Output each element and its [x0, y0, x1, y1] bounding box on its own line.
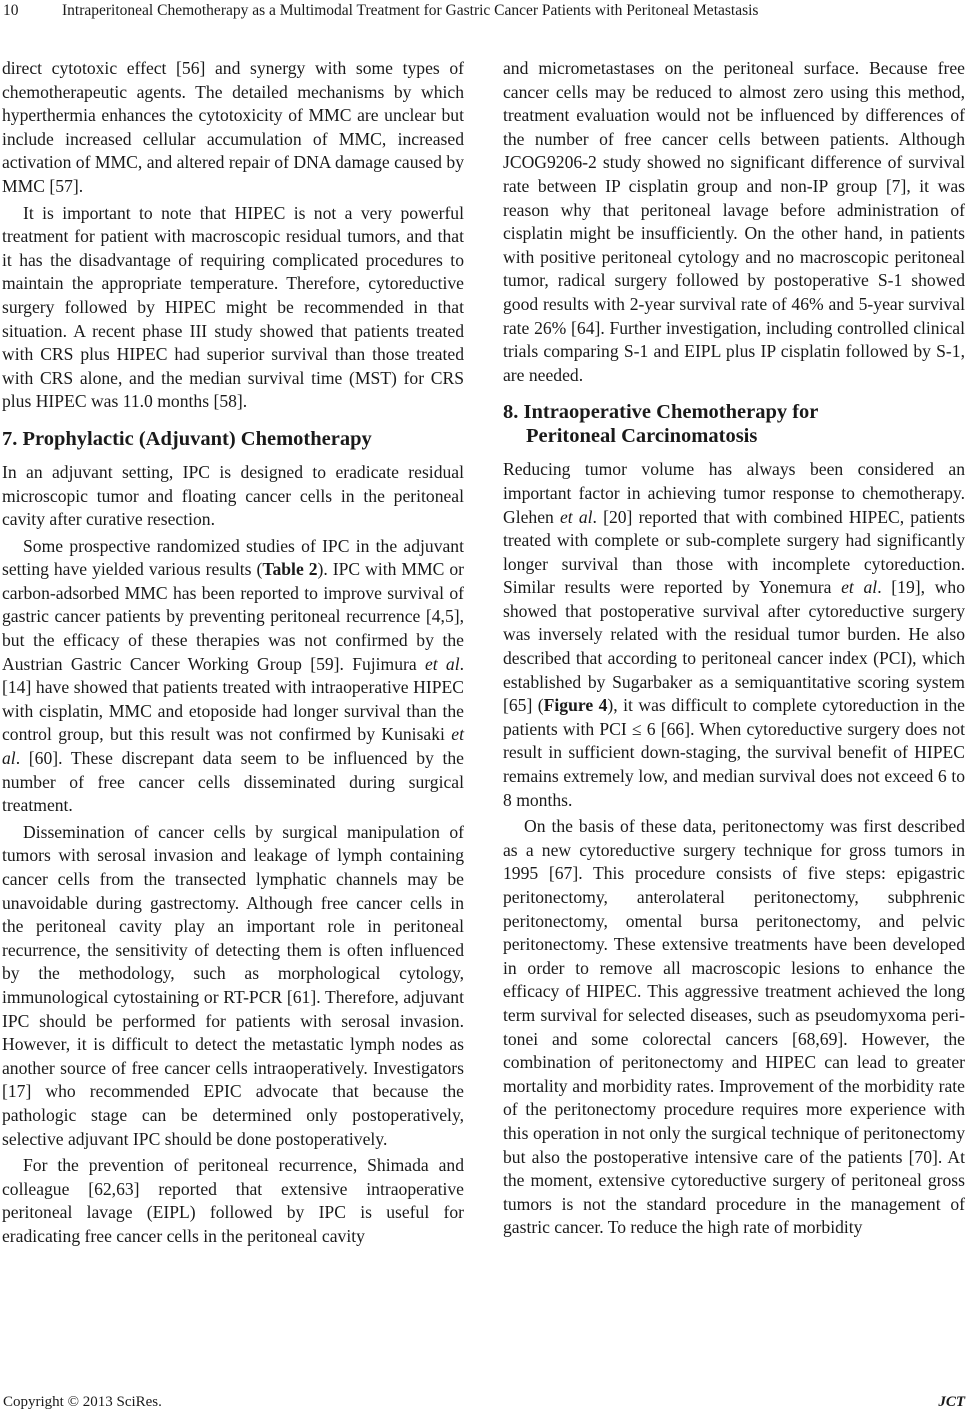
section-heading-8 — [503, 400, 965, 448]
et-al: et al — [2, 724, 464, 769]
text-run: . [14] have showed that patients treated with intraoperative HIPEC with cisplatin, MMC and etoposide had longer survival than the control group, but this result was not confirmed by Kunisaki — [2, 653, 464, 745]
section-heading-7: 7. Prophylactic (Adjuvant) Chemotherapy — [2, 427, 372, 450]
paragraph — [2, 535, 464, 818]
paragraph: In an adjuvant setting, IPC is designed to eradicate residual microscopic tumor and floating cancer cells in the peritoneal cavity after curative resection. — [2, 461, 464, 530]
paragraph: direct cytotoxic effect [56] and synergy with some types of chemotherapeutic agents. The detailed mechanisms by which hyperthermia enhances the cytotoxicity of MMC are unclear but include increased cellular accumulation of MMC, increased activation of MMC, and altered repair of DNA damage caused by MMC [57]. — [2, 58, 464, 196]
page-header — [0, 0, 968, 30]
et-al: et al — [424, 653, 460, 674]
left-column — [2, 57, 464, 1252]
et-al: et al — [841, 577, 878, 598]
text-run: ). IPC with MMC or carbon-adsorbed MMC has been reported to improve survival of gastric cancer patients by preventing peritoneal recurrence [4,5], but the efficacy of these therapies was not confirmed by the Austrian Gastric Cancer Working Group [59]. Fujimura — [2, 559, 465, 674]
text-run: . [60]. These discrepant data seem to be influenced by the number of free cancer cells disseminated during surgical treatment. — [2, 748, 464, 816]
paragraph — [503, 458, 965, 812]
table-reference: Table 2 — [262, 559, 318, 580]
text-run: ), it was difficult to complete cytoreduction in the patients with PCI ≤ 6 [66]. When cytoreductive surgery does not result in sufficient down-staging, the survival benefit of HIPEC remains extremely low, and median survival does not exceed 6 to 8 months. — [503, 695, 965, 810]
text-run: . [20] reported that with combined HIPEC, patients treated with complete or sub-complete surgery had significantly longer survival than those with incomplete cytoreduction. Similar results were reported by Yonemura — [503, 506, 965, 598]
paragraph: For the prevention of peritoneal recurrence, Shimada and colleague [62,63] reported that extensive intraoperative peritoneal lavage (EIPL) followed by IPC is useful for eradicating free cancer cells in the peritoneal cavity — [2, 1155, 464, 1246]
paragraph: Dissemination of cancer cells by surgical manipulation of tumors with serosal invasion and leakage of lymph containing cancer cells from the transected lymphatic channels may be unavoidable during gastrectomy. Although free cancer cells in the peritoneal cavity play an important role in peritoneal recurrence, the sensitivity of detecting them is often influenced by the methodology, such as morphological cytology, immunological cytostaining or RT-PCR [61]. Therefore, adjuvant IPC should be performed for patients with serosal invasion. However, it is difficult to detect the metastatic lymph nodes as another source of free cancer cells intraoperatively. Investigators [17] who recommended EPIC advocate that because the pathologic stage can be determined only postoperatively, selective adjuvant IPC should be done postoperatively. — [2, 821, 464, 1149]
page-footer — [0, 1394, 968, 1414]
et-al: et al — [559, 506, 593, 527]
page-number: 10 — [3, 2, 19, 19]
copyright: Copyright © 2013 SciRes. — [3, 1394, 162, 1410]
journal-abbrev: JCT — [938, 1394, 965, 1410]
figure-reference: Figure 4 — [543, 695, 608, 716]
right-column — [503, 57, 965, 1243]
paragraph: and micrometastases on the peritoneal surface. Because free cancer cells may be reduced to almost zero using this method, treatment evaluation would not be influenced by differences of the number of free cancer cells between patients. Although JCOG9206-2 study showed no significant difference of survival rate between IP cisplatin group and non-IP group [7], it was reason why that peritoneal lavage before administration of cisplatin might be insufficiently. On the other hand, in patients with positive peritoneal cytology and no macroscopic peritoneal tumor, radical surgery followed by postoperative S-1 showed good results with 2-year survival rate of 46% and 5-year survival rate 26% [64]. Further investigation, including controlled clinical trials comparing S-1 and EIPL plus IP cisplatin followed by S-1, are needed. — [503, 58, 965, 385]
heading-line: 8. Intraoperative Chemotherapy for — [503, 401, 819, 424]
heading-line: Peritoneal Carcinomatosis — [526, 425, 758, 448]
text-run: Reducing tumor volume has always been considered an important factor in achieving tumor response to chemotherapy. Glehen — [503, 459, 965, 527]
running-title: Intraperitoneal Chemotherapy as a Multimodal Treatment for Gastric Cancer Patients with Peritoneal Metastasis — [62, 2, 759, 19]
text-run: . [19], who showed that postoperative survival after cytoreductive surgery was inversely related with the residual tumor burden. He also described that according to peritoneal cancer index (PCI), which established by Sugarbaker as a semiquantitative scoring system [65] ( — [503, 577, 965, 716]
text-run: Some prospective randomized studies of IPC in the adjuvant setting have yielded various results ( — [2, 535, 464, 580]
paragraph: It is important to note that HIPEC is not a very powerful treatment for patient with macroscopic residual tumors, and that it has the disadvantage of requiring complicated procedures to maintain the appropriate temperature. Therefore, cytoreductive surgery followed by HIPEC might be recommended in that situation. A recent phase III study showed that patients treated with CRS plus HIPEC had superior survival than those treated with CRS alone, and the median survival time (MST) for CRS plus HIPEC was 11.0 months [58]. — [2, 202, 464, 412]
paragraph: On the basis of these data, peritonectomy was first described as a new cytoreductive surgery technique for gross tumors in 1995 [67]. This procedure consists of five steps: epigastric peritonectomy, anterolateral peritonectomy, subphrenic peritonectomy, omental bursa peritonectomy, and pelvic peritonectomy. These extensive treatments have been developed in order to remove all macroscopic lesions to enhance the efficacy of HIPEC. This aggressive treatment achieved the long term survival for selected diseases, such as pseudomyxoma peritonei and some colorectal cancers [68,69]. However, the combination of peritonectomy and HIPEC can lead to greater mortality and morbidity rates. Improvement of the morbidity rate of the peritonectomy procedure requires more experience with this operation in not only the surgical technique of peritonectomy but also the postoperative intensive care of the patients [70]. At the moment, extensive cytoreductive surgery of peritoneal gross tumors is not the standard procedure in the management of gastric cancer. To reduce the high rate of morbidity — [503, 816, 965, 1238]
